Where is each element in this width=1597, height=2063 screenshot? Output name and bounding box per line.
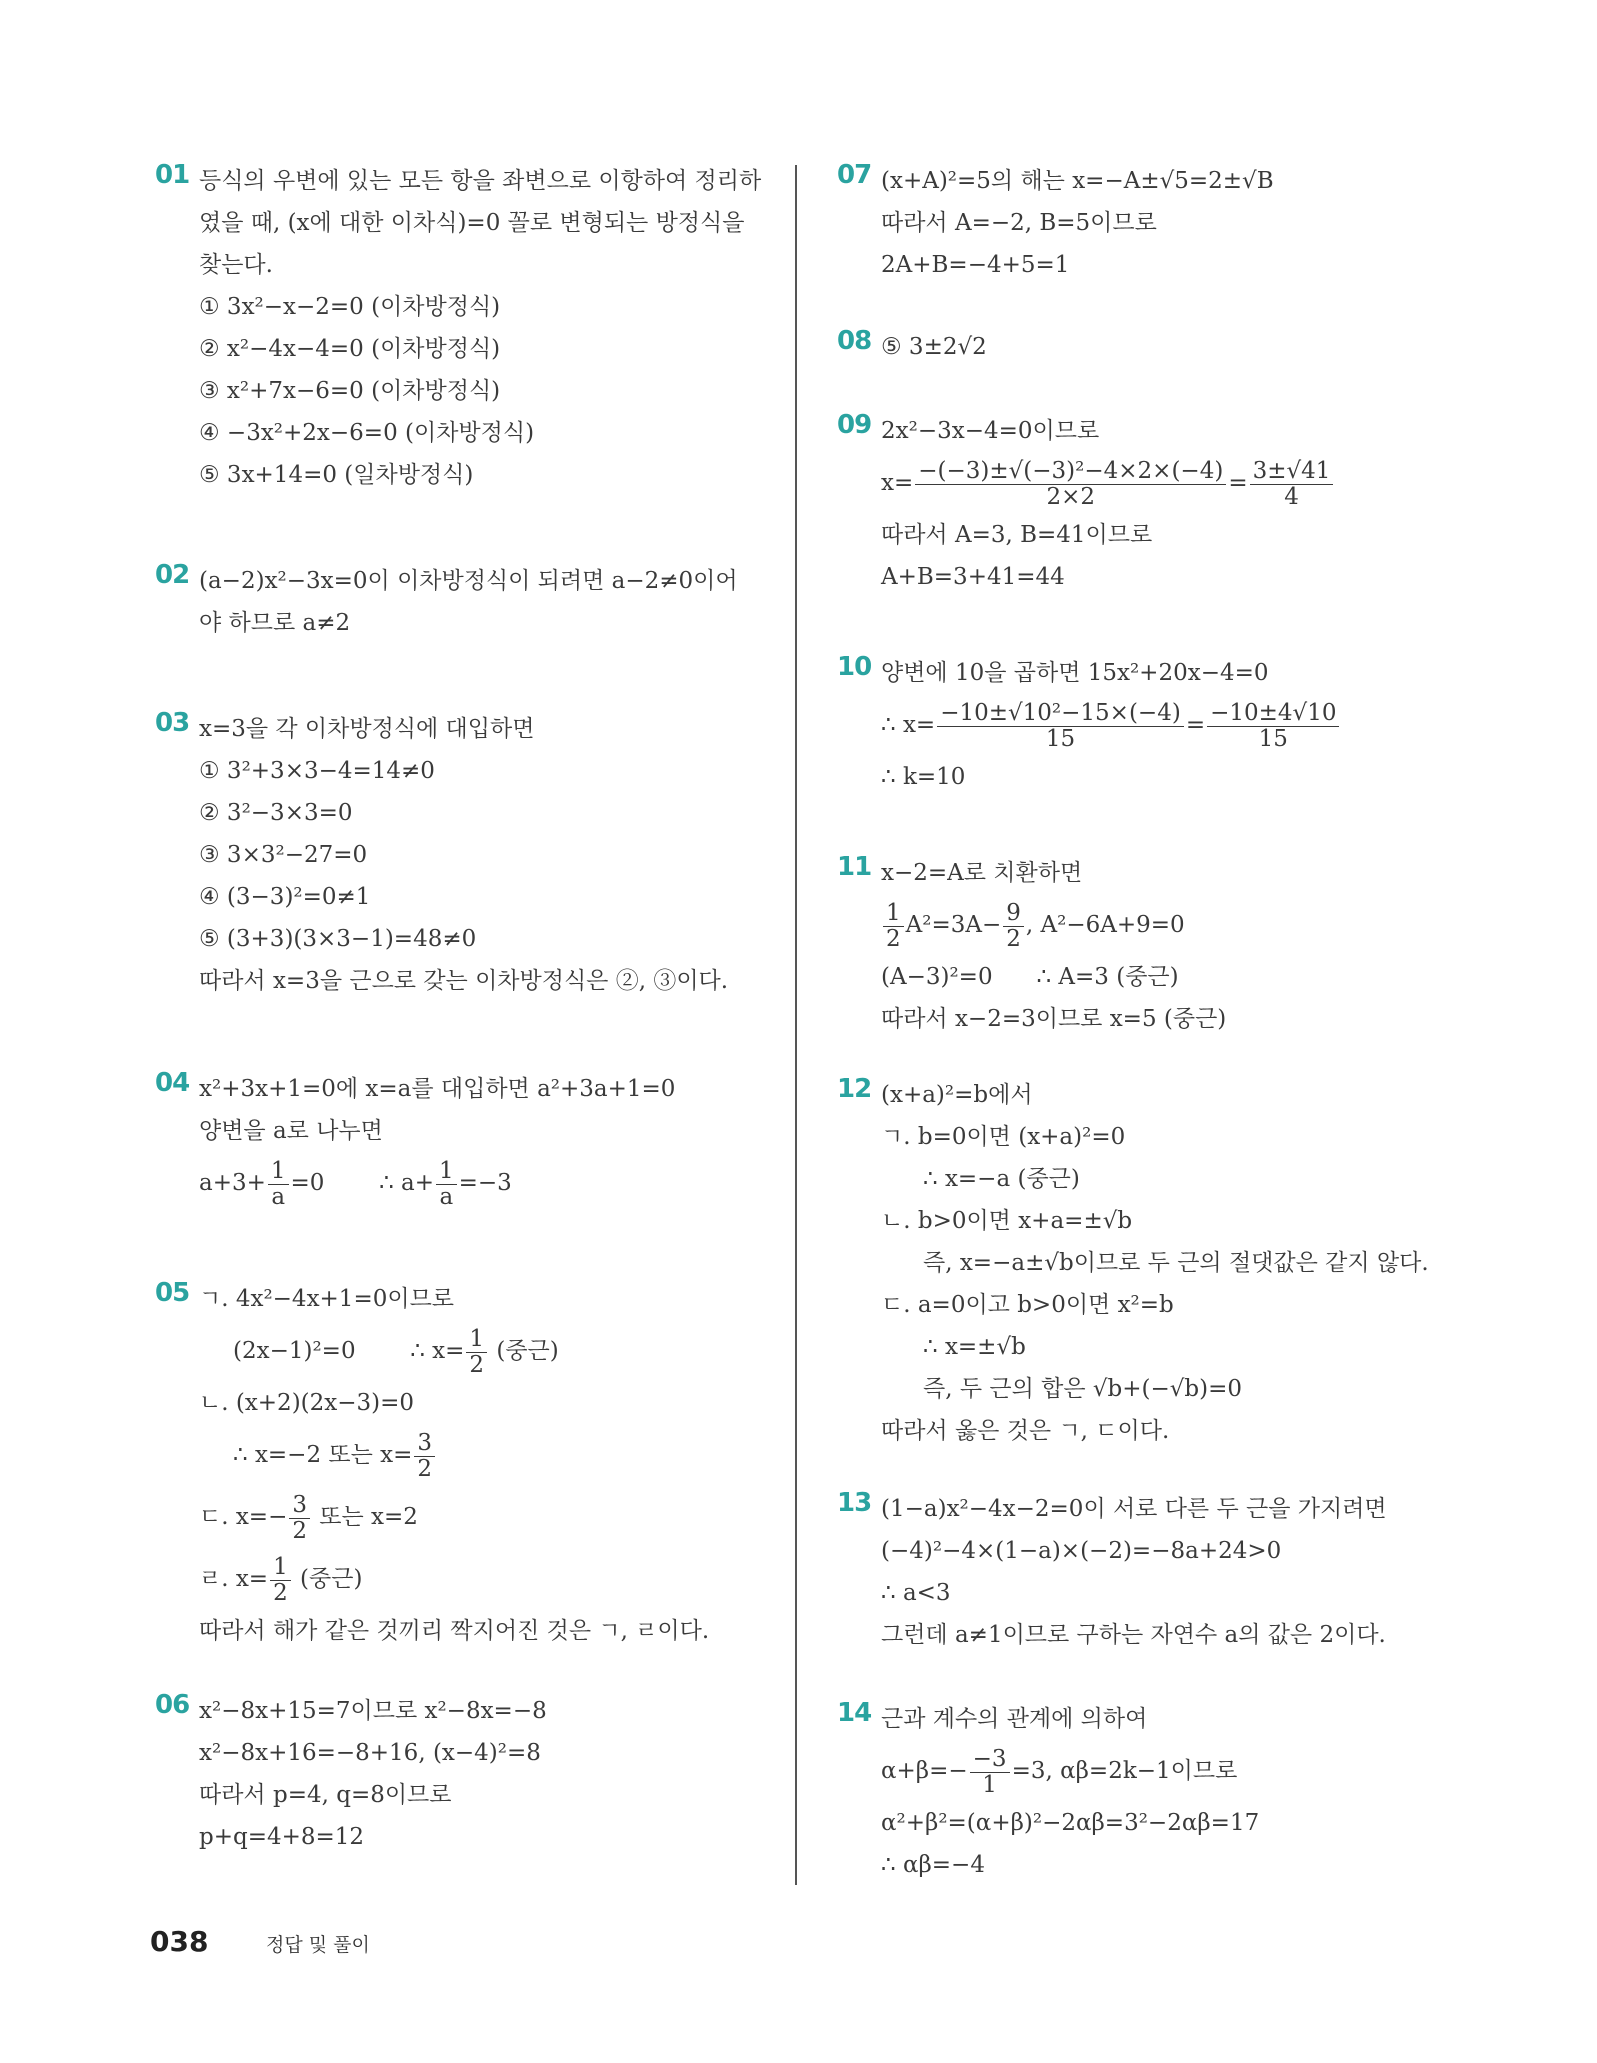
- problem-number: 12: [837, 1074, 872, 1104]
- problem-number: 08: [837, 326, 872, 356]
- solution-line: ① 3x²−x−2=0 (이차방정식): [199, 294, 501, 320]
- solution-line: x²−8x+15=7이므로 x²−8x=−8: [199, 1698, 547, 1724]
- page-number: 038: [150, 1925, 209, 1958]
- problem-number: 03: [155, 708, 190, 738]
- solution-line: 따라서 옳은 것은 ㄱ, ㄷ이다.: [881, 1418, 1170, 1444]
- problem-08: [837, 326, 1437, 368]
- problem-14: [837, 1698, 1437, 1886]
- problem-number: 10: [837, 652, 872, 682]
- problem-04: [155, 1068, 775, 1214]
- solution-line: α+β=− $\frac{-3}{1}$ =3, αβ=2k−1이므로: [881, 1746, 1238, 1798]
- solution-line: x−2=A로 치환하면: [881, 860, 1083, 886]
- problem-09: [837, 410, 1437, 598]
- solution-line: 2x²−3x−4=0이므로: [881, 418, 1100, 444]
- problem-10: [837, 652, 1437, 798]
- solution-line: ⑤ 3±2√2: [881, 334, 987, 360]
- solution-line: 등식의 우변에 있는 모든 항을 좌변으로 이항하여 정리하: [199, 168, 762, 194]
- problem-body: [199, 560, 775, 644]
- solution-line: 따라서 A=3, B=41이므로: [881, 522, 1153, 548]
- problem-11: [837, 852, 1437, 1040]
- solution-line: 양변에 10을 곱하면 15x²+20x−4=0: [881, 660, 1269, 686]
- solution-line: ① 3²+3×3−4=14≠0: [199, 758, 435, 784]
- solution-line: ㄹ. x= $\frac{1}{2}$ (중근): [199, 1554, 363, 1606]
- problem-02: [155, 560, 775, 644]
- problem-13: [837, 1488, 1437, 1656]
- fraction: $\frac{-3}{1}$: [970, 1747, 1010, 1796]
- solution-line: ∴ x= $\frac{\text{−10±√10²−15×(−4)}}{15}$ = $\frac{-10\pm 4√10}{15}$: [881, 694, 1437, 756]
- solution-line: ㄱ. b=0이면 (x+a)²=0: [881, 1124, 1126, 1150]
- problem-body: [881, 1488, 1437, 1656]
- problem-06: [155, 1690, 775, 1858]
- problem-05: [155, 1278, 775, 1652]
- solution-line: 따라서 x=3을 근으로 갖는 이차방정식은 ②, ③이다.: [199, 968, 729, 994]
- fraction: $\frac{-10\pm 4√10}{15}$: [1207, 701, 1339, 750]
- solution-line: x²+3x+1=0에 x=a를 대입하면 a²+3a+1=0: [199, 1076, 676, 1102]
- solution-line: ㄴ. b>0이면 x+a=±√b: [881, 1208, 1133, 1234]
- solution-line: (1−a)x²−4x−2=0이 서로 다른 두 근을 가지려면: [881, 1496, 1387, 1522]
- problem-number: 05: [155, 1278, 190, 1308]
- solution-line: (x+a)²=b에서: [881, 1082, 1033, 1108]
- solution-line: 2A+B=−4+5=1: [881, 252, 1070, 278]
- solution-line: 근과 계수의 관계에 의하여: [881, 1706, 1148, 1732]
- problem-12: [837, 1074, 1437, 1452]
- problem-number: 07: [837, 160, 872, 190]
- solution-line: ⑤ (3+3)(3×3−1)=48≠0: [199, 926, 477, 952]
- solution-line: 찾는다.: [199, 252, 273, 278]
- problem-number: 01: [155, 160, 190, 190]
- fraction: $\frac{\text{−(−3)±√(−3)²−4×2×(−4)}}{2\times 2}$: [915, 459, 1226, 508]
- problem-body: [881, 852, 1437, 1040]
- solution-line: 따라서 x−2=3이므로 x=5 (중근): [881, 1006, 1227, 1032]
- solution-line: ② 3²−3×3=0: [199, 800, 353, 826]
- fraction: $\frac{3}{2}$: [414, 1431, 435, 1480]
- solution-line: α²+β²=(α+β)²−2αβ=3²−2αβ=17: [881, 1810, 1260, 1836]
- problem-body: [199, 1690, 775, 1858]
- problem-number: 09: [837, 410, 872, 440]
- solution-line: a+3+ $\frac{1}{a}$ =0 ∴ a+ $\frac{1}{a}$ =−3: [199, 1158, 512, 1210]
- solution-line: A+B=3+41=44: [881, 564, 1065, 590]
- solution-line: (2x−1)²=0 ∴ x= $\frac{1}{2}$ (중근): [233, 1326, 559, 1378]
- solution-line: ㄴ. (x+2)(2x−3)=0: [199, 1390, 415, 1416]
- solution-line: x= $\frac{\text{−(−3)±√(−3)²−4×2×(−4)}}{2\times 2}$ = $\frac{3\pm√41}{4}$: [881, 452, 1437, 514]
- solution-line: ∴ αβ=−4: [881, 1852, 985, 1878]
- problem-03: [155, 708, 775, 1002]
- solution-line: 양변을 a로 나누면: [199, 1118, 383, 1144]
- solution-line: (x+A)²=5의 해는 x=−A±√5=2±√B: [881, 168, 1274, 194]
- solution-line: (a−2)x²−3x=0이 이차방정식이 되려면 a−2≠0이어: [199, 568, 738, 594]
- fraction: $\frac{1}{2}$: [883, 901, 904, 950]
- solution-line: ④ −3x²+2x−6=0 (이차방정식): [199, 420, 535, 446]
- solution-line: (A−3)²=0 ∴ A=3 (중근): [881, 964, 1179, 990]
- solution-line: x=3을 각 이차방정식에 대입하면: [199, 716, 535, 742]
- problem-01: [155, 160, 775, 496]
- problem-07: [837, 160, 1437, 286]
- solution-line: ㄱ. 4x²−4x+1=0이므로: [199, 1286, 455, 1312]
- solution-line: ② x²−4x−4=0 (이차방정식): [199, 336, 501, 362]
- fraction: $\frac{1}{2}$: [466, 1327, 487, 1376]
- fraction: $\frac{3}{2}$: [289, 1493, 310, 1542]
- solution-line: 따라서 해가 같은 것끼리 짝지어진 것은 ㄱ, ㄹ이다.: [199, 1618, 710, 1644]
- solution-line: 따라서 p=4, q=8이므로: [199, 1782, 452, 1808]
- solution-line: 야 하므로 a≠2: [199, 610, 351, 636]
- problem-body: [199, 1278, 775, 1652]
- problem-number: 04: [155, 1068, 190, 1098]
- solution-line: 즉, 두 근의 합은 √b+(−√b)=0: [923, 1376, 1243, 1402]
- solution-line: $\frac{1}{2}$ A²=3A− $\frac{9}{2}$ , A²−6A+9=0: [881, 894, 1437, 956]
- problem-number: 14: [837, 1698, 872, 1728]
- solution-line: (−4)²−4×(1−a)×(−2)=−8a+24>0: [881, 1538, 1282, 1564]
- solution-line: ㄷ. a=0이고 b>0이면 x²=b: [881, 1292, 1174, 1318]
- problem-body: [881, 652, 1437, 798]
- problem-body: [881, 326, 1437, 368]
- fraction: $\frac{1}{a}$: [268, 1159, 289, 1208]
- column-divider: [795, 165, 797, 1885]
- problem-body: [199, 708, 775, 1002]
- solution-line: ∴ x=±√b: [923, 1334, 1026, 1360]
- problem-body: [881, 1698, 1437, 1886]
- solution-line: ③ x²+7x−6=0 (이차방정식): [199, 378, 501, 404]
- problem-body: [881, 410, 1437, 598]
- fraction: $\frac{9}{2}$: [1003, 901, 1024, 950]
- fraction: $\frac{3\pm√41}{4}$: [1250, 459, 1334, 508]
- solution-line: 였을 때, (x에 대한 이차식)=0 꼴로 변형되는 방정식을: [199, 210, 745, 236]
- solution-line: ③ 3×3²−27=0: [199, 842, 368, 868]
- solution-line: p+q=4+8=12: [199, 1824, 365, 1850]
- problem-body: [881, 160, 1437, 286]
- footer-label: 정답 및 풀이: [266, 1934, 370, 1956]
- solution-line: ⑤ 3x+14=0 (일차방정식): [199, 462, 474, 488]
- solution-line: ∴ x=−2 또는 x= $\frac{3}{2}$: [199, 1424, 775, 1486]
- solution-line: ④ (3−3)²=0≠1: [199, 884, 371, 910]
- fraction: $\frac{\text{−10±√10²−15×(−4)}}{15}$: [937, 701, 1184, 750]
- solution-line: ∴ x=−a (중근): [923, 1166, 1080, 1192]
- solution-line: 즉, x=−a±√b이므로 두 근의 절댓값은 같지 않다.: [923, 1250, 1429, 1276]
- solution-line: 따라서 A=−2, B=5이므로: [881, 210, 1157, 236]
- solution-line: ㄷ. x=− $\frac{3}{2}$ 또는 x=2: [199, 1492, 418, 1544]
- problem-number: 11: [837, 852, 872, 882]
- solution-line: ∴ k=10: [881, 764, 966, 790]
- solution-line: x²−8x+16=−8+16, (x−4)²=8: [199, 1740, 541, 1766]
- solution-line: 그런데 a≠1이므로 구하는 자연수 a의 값은 2이다.: [881, 1622, 1386, 1648]
- problem-number: 02: [155, 560, 190, 590]
- problem-number: 13: [837, 1488, 872, 1518]
- problem-body: [881, 1074, 1437, 1452]
- fraction: $\frac{1}{2}$: [270, 1555, 291, 1604]
- solution-line: ∴ a<3: [881, 1580, 951, 1606]
- problem-body: [199, 1068, 775, 1214]
- problem-body: [199, 160, 775, 496]
- fraction: $\frac{1}{a}$: [436, 1159, 457, 1208]
- problem-number: 06: [155, 1690, 190, 1720]
